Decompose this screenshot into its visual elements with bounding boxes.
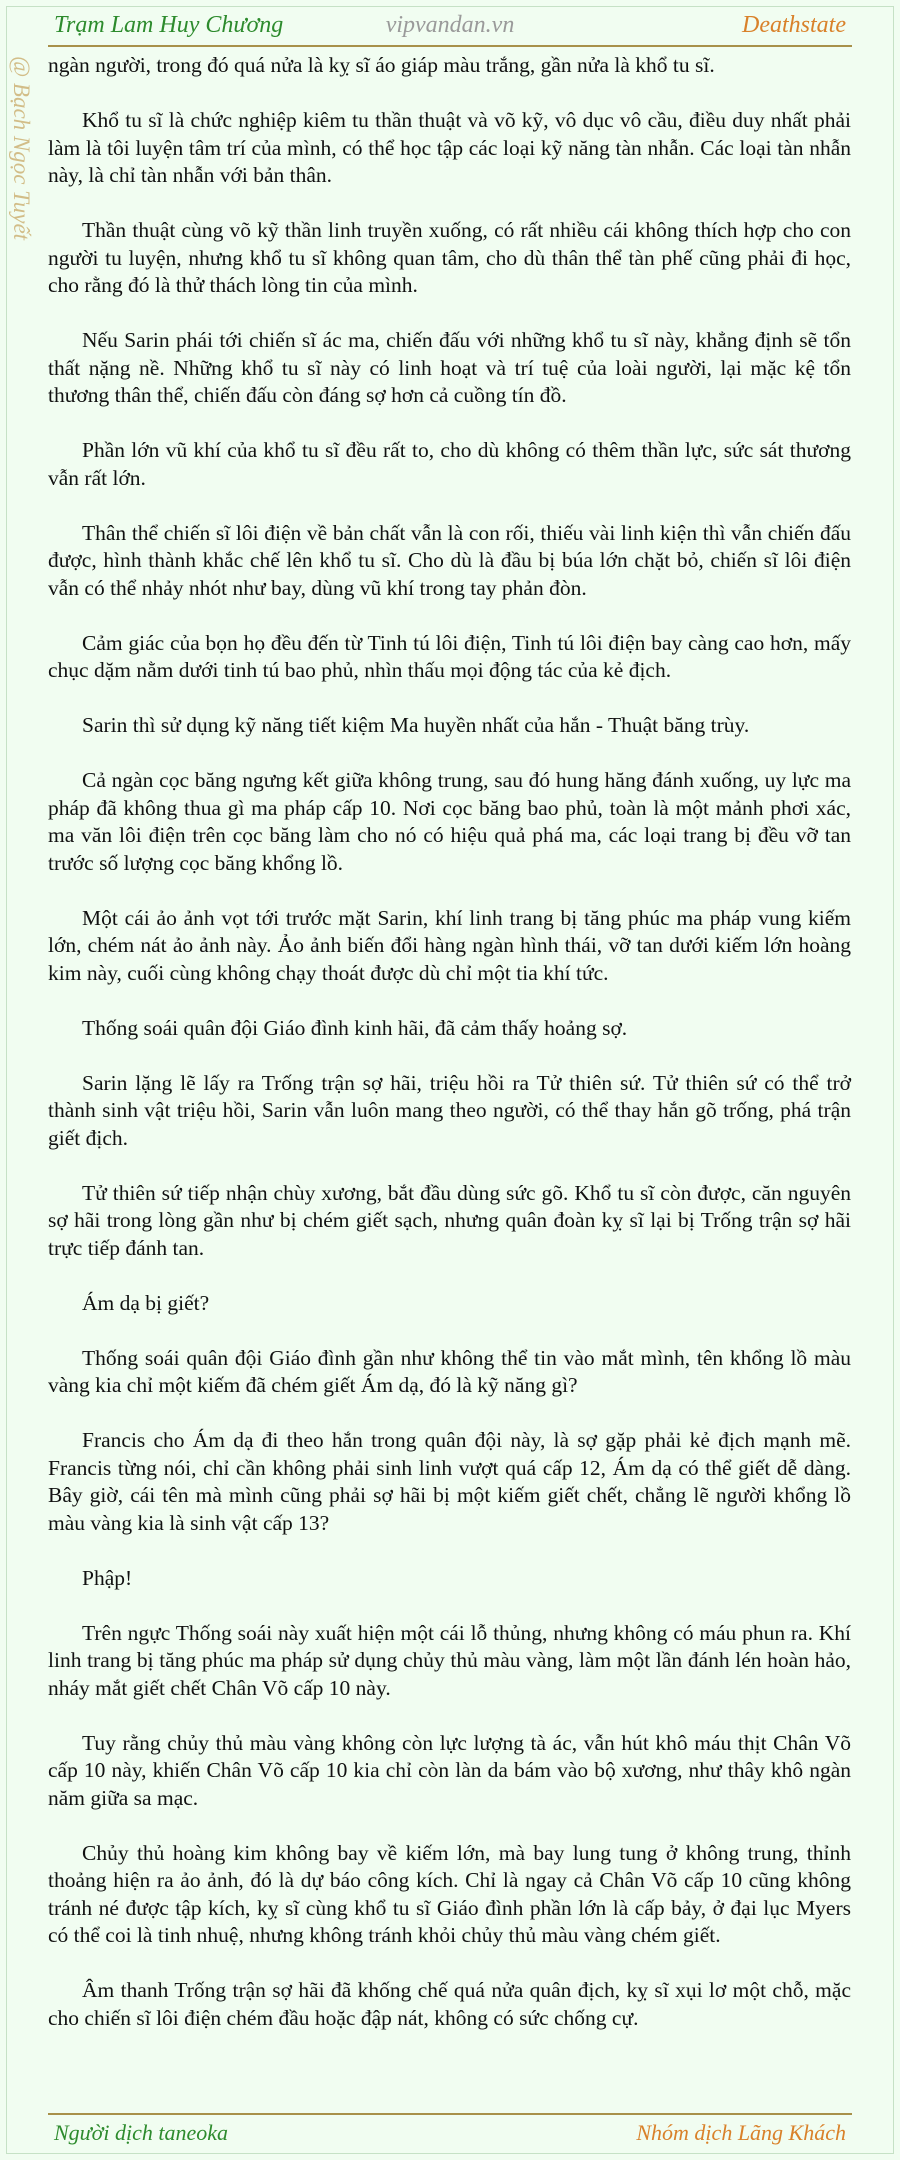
footer-group: Nhóm dịch Lãng Khách xyxy=(636,2120,846,2145)
paragraph: Thống soái quân đội Giáo đình kinh hãi, đã cảm thấy hoảng sợ. xyxy=(82,1015,628,1040)
paragraph: Cảm giác của bọn họ đều đến từ Tinh tú lôi điện, Tinh tú lôi điện bay càng cao hơn, mấy chục dặm nằm dưới tinh tú bao phủ, nhìn thấu mọi động tác của kẻ địch. xyxy=(48,630,851,682)
page-header xyxy=(54,10,846,48)
header-url[interactable]: vipvandan.vn xyxy=(385,12,515,38)
paragraph: ngàn người, trong đó quá nửa là kỵ sĩ áo giáp màu trắng, gần nửa là khổ tu sĩ. xyxy=(48,53,715,77)
paragraph: Phần lớn vũ khí của khổ tu sĩ đều rất to, cho dù không có thêm thần lực, sức sát thương vẫn rất lớn. xyxy=(48,438,851,490)
page-footer xyxy=(54,2120,846,2152)
paragraph: Thân thể chiến sĩ lôi điện về bản chất vẫn là con rối, thiếu vài linh kiện thì vẫn chiến đấu được, hình thành khắc chế lên khổ tu sĩ. Cho dù là đầu bị búa lớn chặt bỏ, chiến sĩ lôi điện vẫn có thể nhảy nhót như bay, dùng vũ khí trong tay phản đòn. xyxy=(48,520,851,600)
paragraph: Ám dạ bị giết? xyxy=(82,1290,210,1315)
paragraph: Tử thiên sứ tiếp nhận chùy xương, bắt đầu dùng sức gõ. Khổ tu sĩ còn được, căn nguyên sợ hãi trong lòng gần như bị chém giết sạch, nhưng quân đoàn kỵ sĩ lại bị Trống trận sợ hãi trực tiếp đánh tan. xyxy=(48,1180,851,1260)
footer-translator: Người dịch taneoka xyxy=(54,2120,229,2145)
chapter-text xyxy=(48,52,851,2060)
paragraph: Trên ngực Thống soái này xuất hiện một cái lỗ thủng, nhưng không có máu phun ra. Khí linh trang bị tăng phúc ma pháp sử dụng chủy thủ màu vàng, làm một lần đánh lén hoàn hảo, nháy mắt giết chết Chân Võ cấp 10 này. xyxy=(48,1620,851,1700)
paragraph: Tuy rằng chủy thủ màu vàng không còn lực lượng tà ác, vẫn hút khô máu thịt Chân Võ cấp 10 này, khiến Chân Võ cấp 10 kia chỉ còn làn da bám vào bộ xương, như thây khô ngàn năm giữa sa mạc. xyxy=(48,1730,851,1810)
footer-divider xyxy=(48,2113,852,2115)
paragraph: Cả ngàn cọc băng ngưng kết giữa không trung, sau đó hung hăng đánh xuống, uy lực ma pháp đã không thua gì ma pháp cấp 10. Nơi cọc băng bao phủ, toàn là một mảnh phơi xác, ma văn lôi điện trên cọc băng làm cho nó có hiệu quả phá ma, các loại trang bị đều vỡ tan trước số lượng cọc băng khổng lồ. xyxy=(48,768,851,875)
paragraph: Khổ tu sĩ là chức nghiệp kiêm tu thần thuật và võ kỹ, vô dục vô cầu, điều duy nhất phải làm là tôi luyện tâm trí của mình, có thể học tập các loại kỹ năng tàn nhẫn. Các loại tàn nhẫn này, là chỉ tàn nhẫn với bản thân. xyxy=(48,108,851,187)
paragraph: Âm thanh Trống trận sợ hãi đã khống chế quá nửa quân địch, kỵ sĩ xụi lơ một chỗ, mặc cho chiến sĩ lôi điện chém đầu hoặc đập nát, không có sức chống cự. xyxy=(48,1978,851,2030)
paragraph: Phập! xyxy=(82,1565,133,1590)
paragraph: Chủy thủ hoàng kim không bay về kiếm lớn, mà bay lung tung ở không trung, thỉnh thoảng hiện ra ảo ảnh, đó là dự báo công kích. Chỉ là ngay cả Chân Võ cấp 10 cũng không tránh né được tập kích, kỵ sĩ cùng khổ tu sĩ Giáo đình phần lớn là cấp bảy, ở đại lục Myers có thể coi là tinh nhuệ, nhưng không tránh khỏi chủy thủ màu vàng chém giết. xyxy=(48,1840,851,1947)
paragraph: Francis cho Ám dạ đi theo hắn trong quân đội này, là sợ gặp phải kẻ địch mạnh mẽ. Francis từng nói, chỉ cần không phải sinh linh vượt quá cấp 12, Ám dạ có thể giết dễ dàng. Bây giờ, cái tên mà mình cũng phải sợ hãi bị một kiếm giết chết, chẳng lẽ người khổng lồ màu vàng kia là sinh vật cấp 13? xyxy=(48,1428,851,1535)
header-divider xyxy=(48,45,852,47)
paragraph: Thống soái quân đội Giáo đình gần như không thể tin vào mắt mình, tên khổng lồ màu vàng kia chỉ một kiếm đã chém giết Ám dạ, đó là kỹ năng gì? xyxy=(48,1345,851,1397)
paragraph: Nếu Sarin phái tới chiến sĩ ác ma, chiến đấu với những khổ tu sĩ này, khẳng định sẽ tổn thất nặng nề. Những khổ tu sĩ này có linh hoạt và trí tuệ của loài người, lại mặc kệ tổn thương thân thể, chiến đấu còn đáng sợ hơn cả cuồng tín đồ. xyxy=(48,328,851,407)
paragraph: Sarin thì sử dụng kỹ năng tiết kiệm Ma huyền nhất của hắn - Thuật băng trùy. xyxy=(82,713,750,737)
paragraph: Thần thuật cùng võ kỹ thần linh truyền xuống, có rất nhiều cái không thích hợp cho con người tu luyện, nhưng khổ tu sĩ không quan tâm, cho dù thân thể tàn phế cũng phải đi học, cho rằng đó là thử thách lòng tin của mình. xyxy=(48,218,851,297)
paragraph: Một cái ảo ảnh vọt tới trước mặt Sarin, khí linh trang bị tăng phúc ma pháp vung kiếm lớn, chém nát ảo ảnh này. Ảo ảnh biến đổi hàng ngàn hình thái, vỡ tan dưới kiếm lớn hoàng kim này, cuối cùng không chạy thoát được dù chỉ một tia khí tức. xyxy=(48,905,851,985)
paragraph: Sarin lặng lẽ lấy ra Trống trận sợ hãi, triệu hồi ra Tử thiên sứ. Tử thiên sứ có thể trở thành sinh vật triệu hồi, Sarin vẫn luôn mang theo người, có thể thay hắn gõ trống, phá trận giết địch. xyxy=(48,1070,851,1150)
side-watermark xyxy=(10,56,38,266)
header-site-name: Trạm Lam Huy Chương xyxy=(54,12,284,38)
header-book-title: Deathstate xyxy=(742,12,846,38)
watermark-text: @ Bạch Ngọc Tuyết xyxy=(9,56,34,241)
